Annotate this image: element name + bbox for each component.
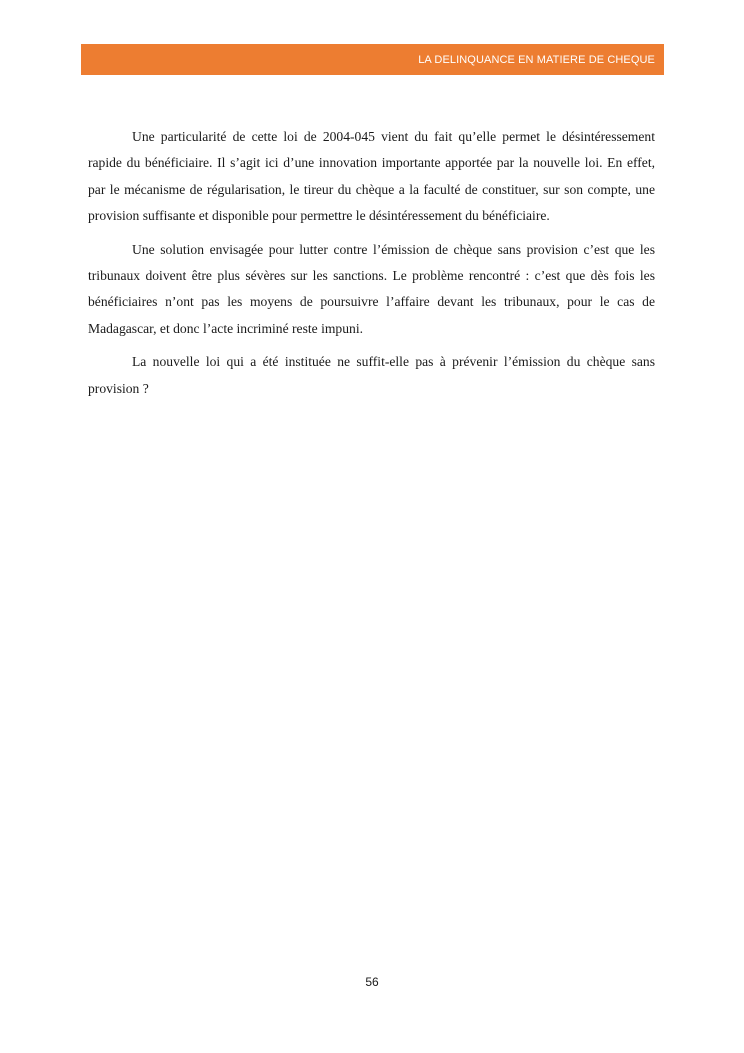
paragraph-2: Une solution envisagée pour lutter contre l’émission de chèque sans provision c’est que les tribunaux doivent être plus sévères sur les sanctions. Le problème rencontré : c’est que dès fois les bénéficiaires n’ont pas les moyens de poursuivre l’affaire devant les tribunaux, pour le cas de Madagascar, et donc l’acte incriminé reste impuni. <box>88 241 655 336</box>
paragraph-3: La nouvelle loi qui a été instituée ne suffit-elle pas à prévenir l’émission du chèque sans provision ? <box>88 354 655 396</box>
page-number: 56 <box>365 975 379 989</box>
running-header <box>81 44 664 75</box>
body-text <box>88 124 655 409</box>
running-header-title: LA DELINQUANCE EN MATIERE DE CHEQUE <box>418 53 655 66</box>
paragraph-1: Une particularité de cette loi de 2004-045 vient du fait qu’elle permet le désintéressement rapide du bénéficiaire. Il s’agit ici d’une innovation importante apportée par la nouvelle loi. En effet, par le mécanisme de régularisation, le tireur du chèque a la faculté de constituer, sur son compte, une provision suffisante et disponible pour permettre le désintéressement du bénéficiaire. <box>88 129 655 224</box>
